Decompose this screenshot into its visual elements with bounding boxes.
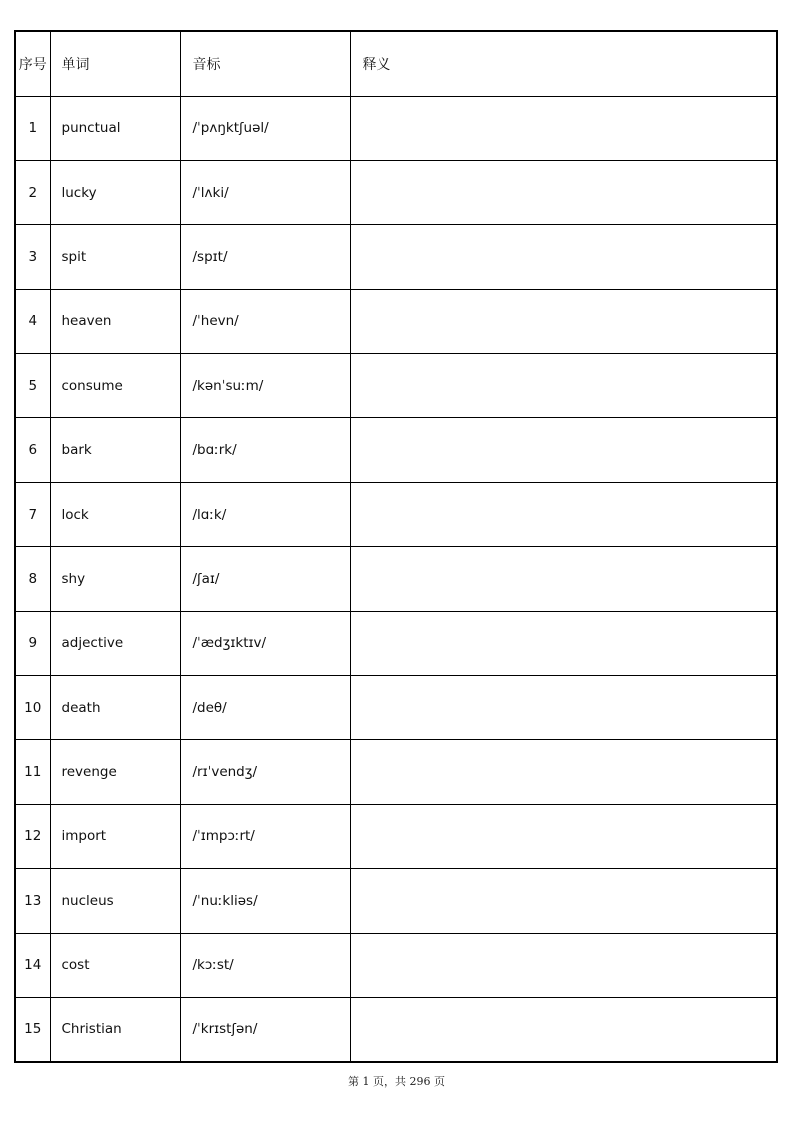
row-phonetic: /ʃaɪ/ [180, 547, 350, 611]
row-phonetic: /bɑːrk/ [180, 418, 350, 482]
row-word: death [50, 676, 180, 740]
row-phonetic: /ˈlʌki/ [180, 160, 350, 224]
row-word: consume [50, 354, 180, 418]
row-number: 7 [15, 482, 50, 546]
row-number: 5 [15, 354, 50, 418]
row-number: 1 [15, 96, 50, 160]
row-number: 9 [15, 611, 50, 675]
row-meaning [350, 160, 777, 224]
row-meaning [350, 225, 777, 289]
row-number: 4 [15, 289, 50, 353]
row-phonetic: /lɑːk/ [180, 482, 350, 546]
row-meaning [350, 354, 777, 418]
row-phonetic: /ˈhevn/ [180, 289, 350, 353]
row-number: 3 [15, 225, 50, 289]
table-row [15, 96, 777, 160]
row-phonetic: /spɪt/ [180, 225, 350, 289]
row-meaning [350, 289, 777, 353]
row-phonetic: /ˈɪmpɔːrt/ [180, 804, 350, 868]
header-meaning: 释义 [350, 31, 777, 96]
table-header-row [15, 31, 777, 96]
table-row [15, 354, 777, 418]
row-meaning [350, 611, 777, 675]
row-meaning [350, 740, 777, 804]
row-word: Christian [50, 997, 180, 1061]
row-meaning [350, 804, 777, 868]
row-number: 2 [15, 160, 50, 224]
row-word: adjective [50, 611, 180, 675]
header-number: 序号 [15, 31, 50, 96]
row-number: 15 [15, 997, 50, 1061]
row-word: punctual [50, 96, 180, 160]
table-row [15, 482, 777, 546]
row-word: import [50, 804, 180, 868]
page-footer: 第 1 页，共 296 页 [348, 1075, 445, 1088]
row-number: 6 [15, 418, 50, 482]
row-phonetic: /rɪˈvendʒ/ [180, 740, 350, 804]
row-meaning [350, 933, 777, 997]
row-number: 10 [15, 676, 50, 740]
table-row [15, 997, 777, 1061]
header-word: 单词 [50, 31, 180, 96]
table-row [15, 225, 777, 289]
table-row [15, 740, 777, 804]
row-number: 13 [15, 869, 50, 933]
row-phonetic: /ˈnuːkliəs/ [180, 869, 350, 933]
row-phonetic: /kənˈsuːm/ [180, 354, 350, 418]
table-row [15, 611, 777, 675]
row-word: nucleus [50, 869, 180, 933]
row-word: cost [50, 933, 180, 997]
row-number: 8 [15, 547, 50, 611]
table-row [15, 160, 777, 224]
table-row [15, 869, 777, 933]
row-word: lucky [50, 160, 180, 224]
row-word: heaven [50, 289, 180, 353]
row-word: revenge [50, 740, 180, 804]
row-meaning [350, 997, 777, 1061]
row-phonetic: /ˈædʒɪktɪv/ [180, 611, 350, 675]
row-phonetic: /kɔːst/ [180, 933, 350, 997]
row-phonetic: /ˈpʌŋktʃuəl/ [180, 96, 350, 160]
row-meaning [350, 676, 777, 740]
row-word: bark [50, 418, 180, 482]
row-number: 11 [15, 740, 50, 804]
table-row [15, 804, 777, 868]
table-row [15, 289, 777, 353]
row-meaning [350, 96, 777, 160]
row-meaning [350, 547, 777, 611]
row-word: shy [50, 547, 180, 611]
row-number: 14 [15, 933, 50, 997]
row-word: spit [50, 225, 180, 289]
vocabulary-table [14, 30, 778, 1063]
header-phonetic: 音标 [180, 31, 350, 96]
row-phonetic: /deθ/ [180, 676, 350, 740]
row-meaning [350, 418, 777, 482]
row-number: 12 [15, 804, 50, 868]
table-row [15, 933, 777, 997]
row-meaning [350, 869, 777, 933]
table-body [15, 96, 777, 1062]
table-row [15, 418, 777, 482]
row-meaning [350, 482, 777, 546]
row-phonetic: /ˈkrɪstʃən/ [180, 997, 350, 1061]
row-word: lock [50, 482, 180, 546]
table-row [15, 547, 777, 611]
table-row [15, 676, 777, 740]
